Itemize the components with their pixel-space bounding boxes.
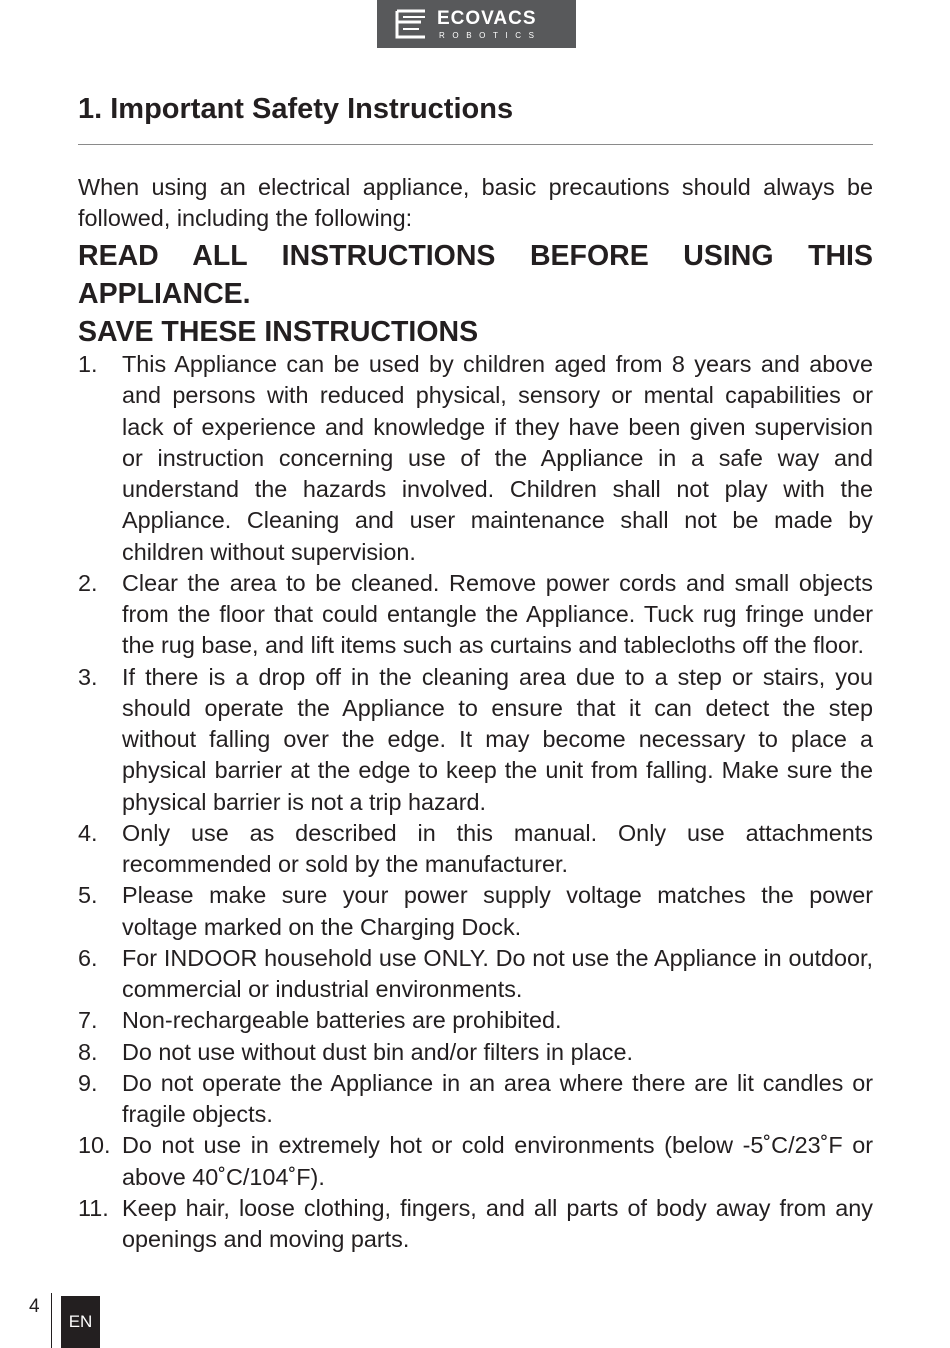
logo-tagline: ROBOTICS: [439, 31, 542, 40]
list-item: [78, 568, 873, 662]
item-text: Do not use without dust bin and/or filters in place.: [122, 1038, 633, 1065]
item-text: If there is a drop off in the cleaning area due to a step or stairs, you should operate the Appliance to ensure that it can detect the step without falling over the edge. It may become necessary to place a physical barrier at the edge to keep the unit from falling. Make sure the physical barrier is not a trip hazard.: [122, 663, 873, 815]
list-item: [78, 1005, 873, 1036]
logo-brand: ECOVACS: [437, 8, 537, 29]
item-text: Do not operate the Appliance in an area where there are lit candles or fragile objects.: [122, 1069, 873, 1127]
item-number: 5.: [78, 882, 98, 909]
item-number: 6.: [78, 944, 98, 971]
title-divider: [78, 144, 873, 145]
read-all-instructions: READ ALL INSTRUCTIONS BEFORE USING THIS APPLIANCE.: [78, 240, 873, 310]
list-item: [78, 1068, 873, 1131]
item-text: This Appliance can be used by children aged from 8 years and above and persons with reduced physical, sensory or mental capabilities or lack of experience and knowledge if they have been given supervision or instruction concerning use of the Appliance in a safe way and understand the hazards involved. Children shall not play with the Appliance. Cleaning and user maintenance shall not be made by children without supervision.: [122, 351, 873, 565]
item-text: For INDOOR household use ONLY. Do not use the Appliance in outdoor, commercial or industrial environments.: [122, 944, 873, 1002]
item-text: Clear the area to be cleaned. Remove power cords and small objects from the floor that could entangle the Appliance. Tuck rug fringe under the rug base, and lift items such as curtains and tablecloths off the floor.: [122, 569, 873, 659]
list-item: [78, 662, 873, 818]
footer-divider: [51, 1293, 52, 1348]
item-number: 10.: [78, 1132, 111, 1159]
safety-list: [78, 349, 873, 1255]
ecovacs-logo-icon: [395, 7, 429, 41]
item-text: Please make sure your power supply voltage matches the power voltage marked on the Charging Dock.: [122, 882, 873, 940]
item-number: 2.: [78, 569, 98, 596]
save-instructions: SAVE THESE INSTRUCTIONS: [78, 316, 479, 348]
list-item: [78, 818, 873, 881]
item-text: Do not use in extremely hot or cold environments (below -5˚C/23˚F or above 40˚C/104˚F).: [122, 1132, 873, 1190]
section-title: 1. Important Safety Instructions: [78, 93, 514, 125]
item-text: Only use as described in this manual. Only use attachments recommended or sold by the manufacturer.: [122, 819, 873, 877]
item-number: 11.: [78, 1194, 109, 1221]
item-number: 4.: [78, 819, 98, 846]
item-text: Keep hair, loose clothing, fingers, and all parts of body away from any openings and moving parts.: [122, 1194, 873, 1252]
item-number: 3.: [78, 663, 98, 690]
item-number: 8.: [78, 1038, 98, 1065]
language-badge: EN: [61, 1296, 100, 1348]
page-number: 4: [29, 1296, 40, 1317]
item-text: Non-rechargeable batteries are prohibited.: [122, 1007, 562, 1034]
item-number: 1.: [78, 351, 98, 377]
list-item: [78, 943, 873, 1006]
list-item: [78, 1193, 873, 1256]
list-item: [78, 1037, 873, 1068]
ecovacs-logo: [377, 0, 576, 48]
item-number: 9.: [78, 1069, 98, 1096]
list-item: [78, 349, 873, 568]
list-item: [78, 880, 873, 943]
intro-paragraph: When using an electrical appliance, basic precautions should always be followed, including the following:: [78, 174, 873, 231]
list-item: [78, 1130, 873, 1193]
item-number: 7.: [78, 1007, 98, 1034]
